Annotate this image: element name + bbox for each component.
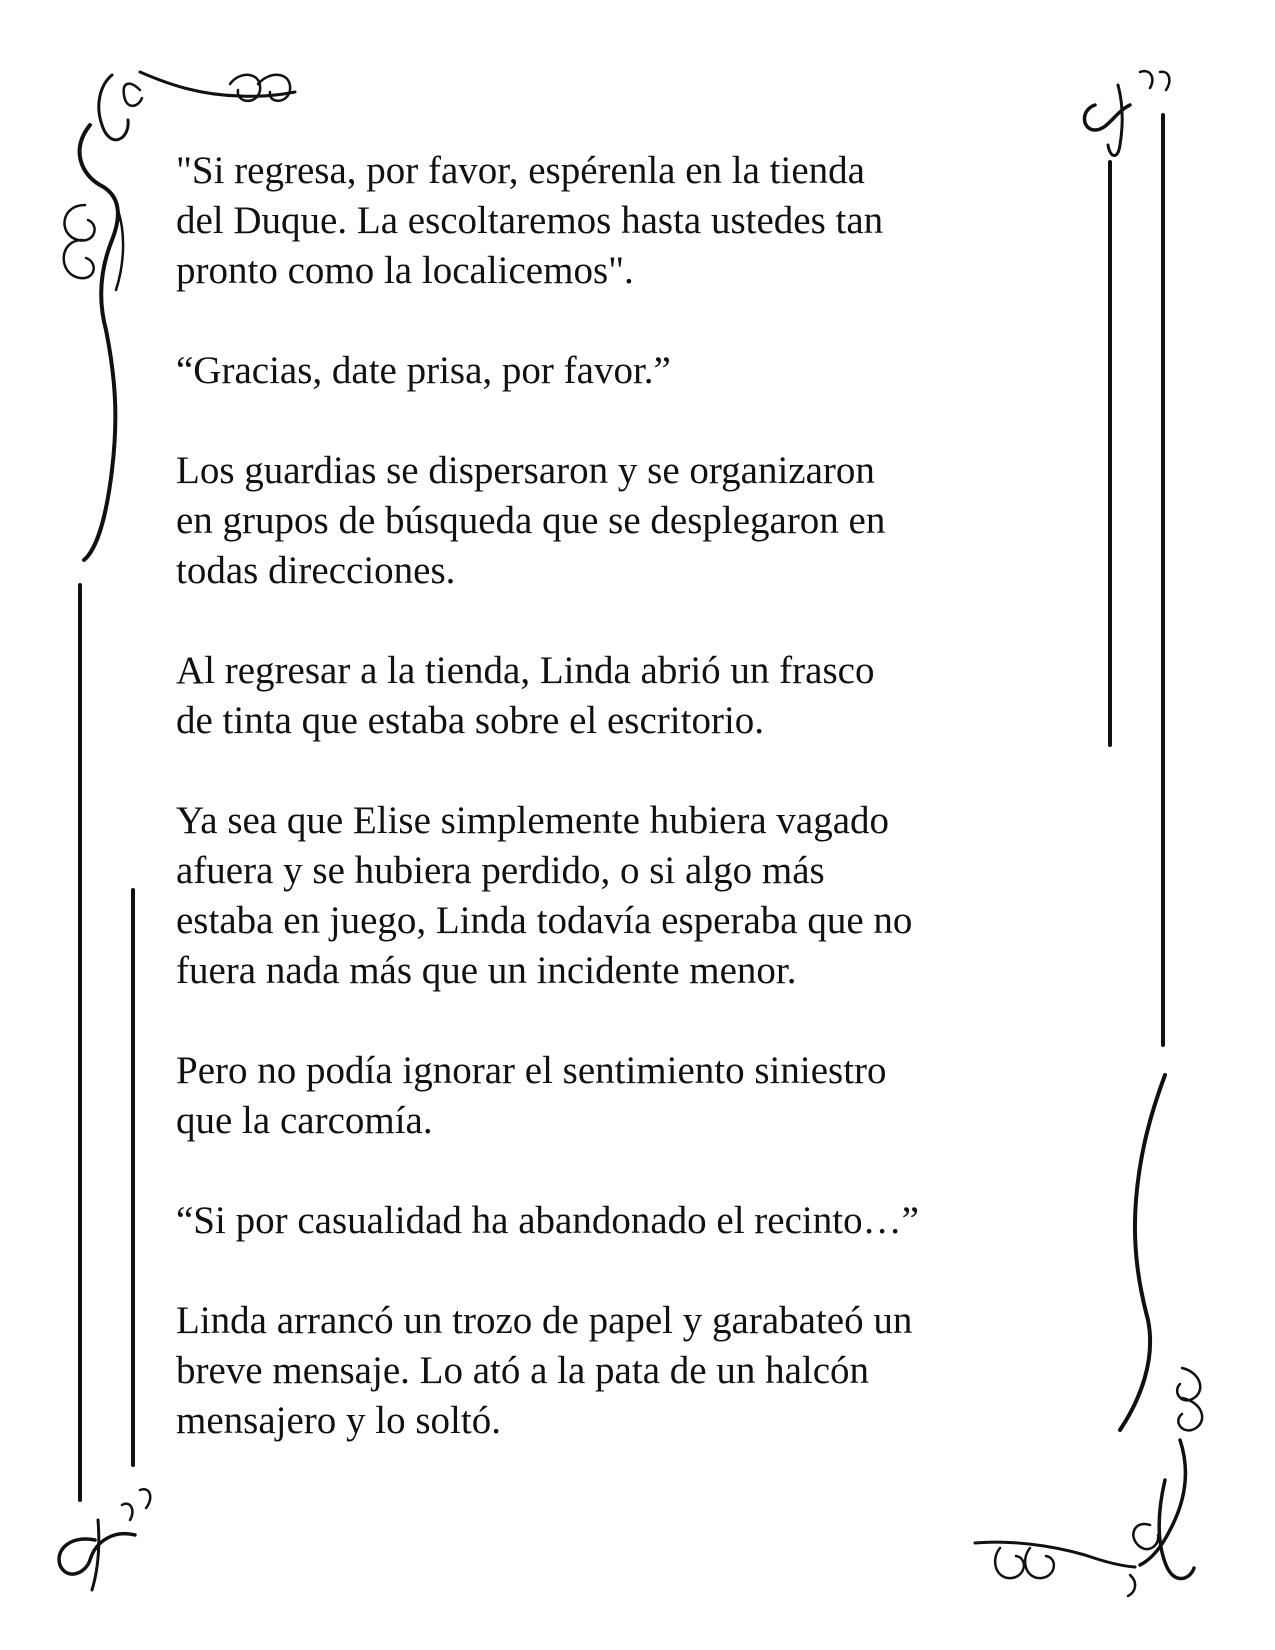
text-line: "Si regresa, por favor, espérenla en la tienda [176,149,865,192]
text-line: fuera nada más que un incidente menor. [176,949,797,992]
text-line: Al regresar a la tienda, Linda abrió un frasco [176,649,875,692]
text-line: afuera y se hubiera perdido, o si algo más [176,849,825,892]
top-right-flourish [1084,71,1169,155]
text-line: de tinta que estaba sobre el escritorio. [176,699,765,742]
text-line: en grupos de búsqueda que se desplegaron en [176,499,886,542]
document-text [176,146,1116,1496]
text-line: Ya sea que Elise simplemente hubiera vagado [176,799,890,842]
paragraph [176,346,1116,396]
text-line: “Si por casualidad ha abandonado el recinto…” [176,1199,919,1242]
text-line: Pero no podía ignorar el sentimiento siniestro [176,1049,887,1092]
paragraph [176,1046,1116,1146]
text-line: mensajero y lo soltó. [176,1399,501,1442]
bottom-left-flourish [59,1489,150,1590]
paragraph [176,146,1116,296]
bottom-right-flourish [975,1480,1194,1596]
text-line: Linda arrancó un trozo de papel y garabateó un [176,1299,913,1342]
paragraph [176,1296,1116,1446]
paragraph [176,1196,1116,1246]
text-line: “Gracias, date prisa, por favor.” [176,349,671,392]
text-line: que la carcomía. [176,1099,433,1142]
text-line: Los guardias se dispersaron y se organizaron [176,449,875,492]
paragraph [176,646,1116,746]
paragraph [176,796,1116,996]
paragraph [176,446,1116,596]
text-line: del Duque. La escoltaremos hasta ustedes tan [176,199,884,242]
text-line: estaba en juego, Linda todavía esperaba que no [176,899,913,942]
text-line: breve mensaje. Lo ató a la pata de un halcón [176,1349,870,1392]
text-line: todas direcciones. [176,549,456,592]
text-line: pronto como la localicemos". [176,249,634,292]
